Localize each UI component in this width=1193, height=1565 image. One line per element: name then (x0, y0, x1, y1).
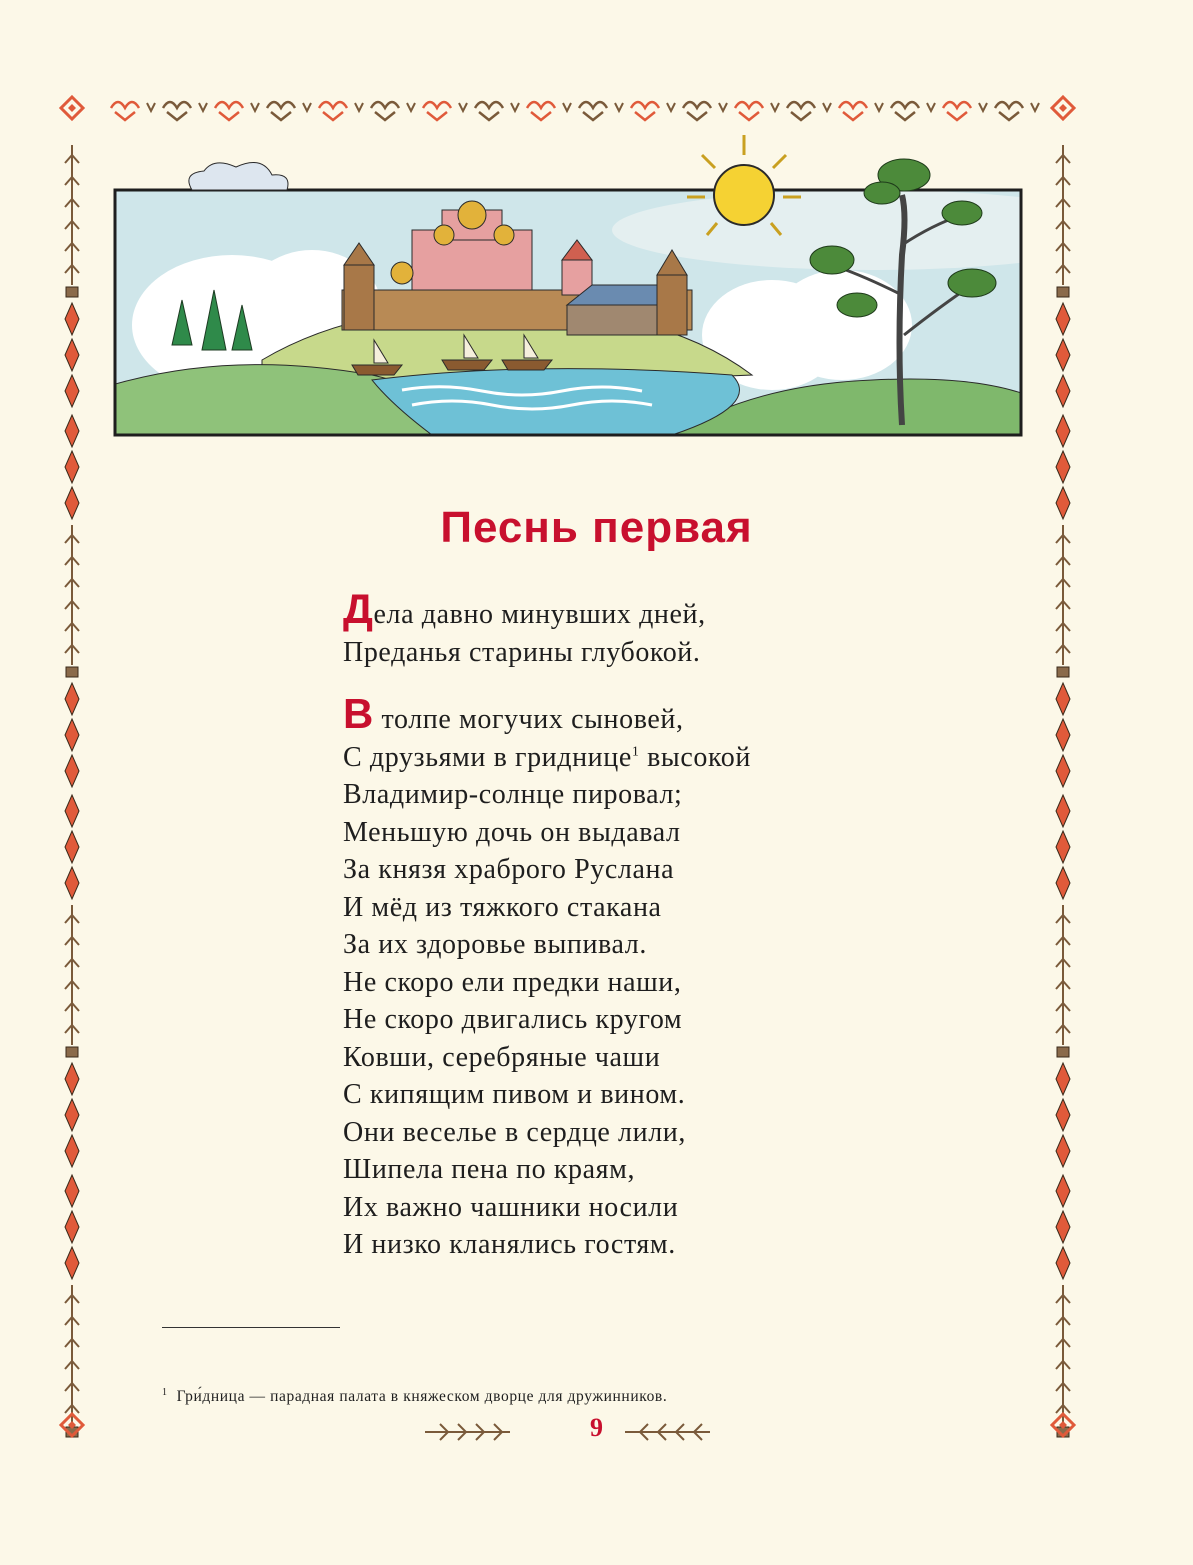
verse-line: С кипящим пивом и вином. (343, 1079, 686, 1110)
ornament-chevron (303, 103, 311, 111)
red-diamond (65, 719, 79, 751)
ornament-motif (475, 102, 519, 120)
ornament-stroke (683, 102, 711, 120)
kremlin-landscape-illustration (112, 135, 1027, 440)
red-diamond (1056, 1247, 1070, 1279)
ornament-motif (319, 102, 363, 120)
red-diamond (1056, 755, 1070, 787)
ornament-chevron (251, 103, 259, 111)
verse-text: высокой (639, 741, 751, 773)
red-diamond (65, 415, 79, 447)
red-diamond (1056, 867, 1070, 899)
ornament-stroke (839, 102, 867, 120)
red-diamond (1056, 683, 1070, 715)
ornament-chevron (511, 103, 519, 111)
red-diamond (1056, 375, 1070, 407)
verse-text: толпе могучих сыновей, (373, 704, 684, 735)
ornament-motif (579, 102, 623, 120)
red-diamond (1056, 1211, 1070, 1243)
verse-line: Не скоро двигались кругом (343, 1004, 683, 1035)
ornament-stroke (475, 102, 503, 120)
ornament-motif (215, 102, 259, 120)
verse-line: Не скоро ели предки наши, (343, 966, 682, 998)
ornament-chevron (1031, 103, 1039, 111)
ornament-stroke (891, 102, 919, 120)
verse-line: Шипела пена по краям, (343, 1154, 636, 1185)
ornament-motif (267, 102, 311, 120)
ornament-motif (943, 102, 987, 120)
ornament-stroke (371, 102, 399, 120)
stanza-2 (343, 690, 751, 1264)
red-diamond (1056, 303, 1070, 335)
ornament-stroke (319, 102, 347, 120)
ornament-motif (371, 102, 415, 120)
verse-line: Ковши, серебряные чаши (343, 1041, 661, 1073)
verse-line: Они веселье в сердце лили, (343, 1116, 686, 1148)
red-diamond (1056, 1175, 1070, 1207)
ornament-motif (995, 102, 1039, 120)
verse-line (343, 690, 751, 739)
ornament-motif (839, 102, 883, 120)
footnote (162, 1387, 667, 1406)
ornament-chevron (355, 103, 363, 111)
red-diamond (65, 1063, 79, 1095)
band-block (66, 667, 78, 677)
red-diamond (65, 1247, 79, 1279)
verse-text: ела давно минувших дней, (373, 599, 706, 630)
ornament-motif (423, 102, 467, 120)
ornament-chevron (147, 103, 155, 111)
verse-text: С друзьями в гриднице (343, 741, 632, 773)
ornament-chevron (563, 103, 571, 111)
red-diamond (65, 451, 79, 483)
red-diamond (1056, 795, 1070, 827)
red-diamond (1056, 1099, 1070, 1131)
ornament-stroke (631, 102, 659, 120)
ornament-chevron (459, 103, 467, 111)
band-block (1057, 667, 1069, 677)
red-diamond (65, 375, 79, 407)
ornament-motif (891, 102, 935, 120)
red-diamond (65, 1211, 79, 1243)
ornament-chevron (615, 103, 623, 111)
red-diamond (65, 1099, 79, 1131)
red-diamond (1056, 831, 1070, 863)
ornament-chevron (927, 103, 935, 111)
ornament-stroke (579, 102, 607, 120)
ornament-stroke (111, 102, 139, 120)
ornament-stroke (423, 102, 451, 120)
ornament-chevron (823, 103, 831, 111)
verse-line: Меньшую дочь он выдавал (343, 816, 681, 848)
red-diamond (65, 795, 79, 827)
ornament-motif (527, 102, 571, 120)
ornament-stroke (943, 102, 971, 120)
red-diamond (1056, 719, 1070, 751)
red-diamond (65, 755, 79, 787)
ornament-stroke (735, 102, 763, 120)
ornament-stroke (215, 102, 243, 120)
verse-line: За князя храброго Руслана (343, 854, 675, 885)
red-diamond (65, 831, 79, 863)
ornament-stroke (787, 102, 815, 120)
footnote-ref[interactable]: 1 (631, 744, 640, 760)
ornament-stroke (163, 102, 191, 120)
ornament-chevron (199, 103, 207, 111)
drop-cap: Д (343, 585, 374, 632)
top-ornament-band (111, 102, 1039, 120)
red-diamond (65, 683, 79, 715)
ornament-chevron (719, 103, 727, 111)
band-block (66, 1047, 78, 1057)
ornament-motif (163, 102, 207, 120)
ornament-stroke (267, 102, 295, 120)
verse-line: Преданья старины глубокой. (343, 636, 701, 668)
left-ornament-band (65, 145, 79, 1437)
verse-line (343, 585, 706, 634)
ornament-motif (683, 102, 727, 120)
page-number: 9 (590, 1413, 603, 1442)
stanza-1 (343, 585, 706, 671)
red-diamond (1056, 1063, 1070, 1095)
band-block (1057, 1047, 1069, 1057)
band-block (66, 287, 78, 297)
ornament-chevron (771, 103, 779, 111)
red-diamond (1056, 451, 1070, 483)
red-diamond (65, 867, 79, 899)
corner-diamond-center (68, 104, 76, 112)
ornament-chevron (407, 103, 415, 111)
ornament-motif (735, 102, 779, 120)
drop-cap: В (343, 690, 374, 737)
ornament-motif (631, 102, 675, 120)
ornament-chevron (875, 103, 883, 111)
verse-line: Их важно чашники носили (343, 1191, 679, 1223)
ornament-stroke (527, 102, 555, 120)
ornament-motif (787, 102, 831, 120)
footnote-number: 1 (162, 1387, 168, 1398)
ornament-chevron (979, 103, 987, 111)
red-diamond (65, 339, 79, 371)
footnote-text: Гри́дница — парадная палата в княжеском дворце для дружинников. (176, 1388, 668, 1406)
corner-diamond-center (1059, 104, 1067, 112)
right-ornament-band (1056, 145, 1070, 1437)
verse-line (343, 739, 751, 777)
ornament-chevron (667, 103, 675, 111)
verse-line: И низко кланялись гостям. (343, 1229, 676, 1260)
verse-line: И мёд из тяжкого стакана (343, 891, 662, 923)
red-diamond (1056, 1135, 1070, 1167)
chapter-title: Песнь первая (440, 503, 753, 552)
red-diamond (1056, 415, 1070, 447)
red-diamond (65, 1135, 79, 1167)
verse-line: За их здоровье выпивал. (343, 929, 647, 960)
red-diamond (65, 303, 79, 335)
red-diamond (65, 1175, 79, 1207)
red-diamond (1056, 339, 1070, 371)
ornament-motif (111, 102, 155, 120)
ornament-stroke (995, 102, 1023, 120)
band-block (1057, 287, 1069, 297)
verse-line: Владимир-солнце пировал; (343, 779, 683, 810)
footnote-rule (162, 1327, 340, 1328)
